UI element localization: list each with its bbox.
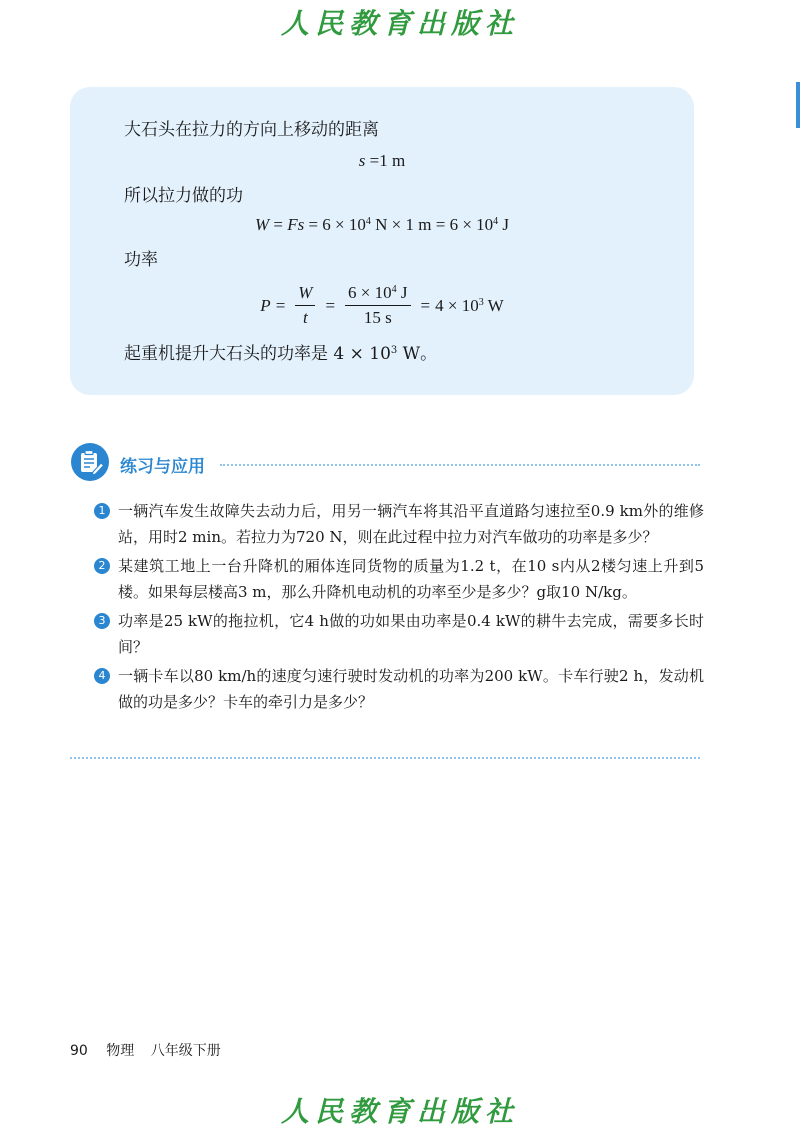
work-formula: $W = Fs = 6 \times 10^4$ N × 1 $m = 6 \times 10^4$ J — [254, 215, 510, 234]
question-number-badge: 3 — [94, 613, 110, 629]
conclusion-line: 起重机提升大石头的功率是 $4 \times 10^3$ W。 — [124, 344, 438, 364]
question-text: 一辆卡车以80 km/h的速度匀速行驶时发动机的功率为200 kW。卡车行驶2 h，发动机做的功是多少？卡车的牵引力是多少？ — [118, 667, 704, 711]
book-subject: 物理 — [106, 1043, 135, 1059]
question-item-4 — [94, 663, 704, 715]
header-dotted-divider — [220, 464, 700, 466]
fraction-values: $\frac{6 \times 10^4 J}{15 s}$ — [345, 283, 410, 328]
exercise-section-header — [70, 440, 700, 486]
question-number-badge: 2 — [94, 558, 110, 574]
question-text: 一辆汽车发生故障失去动力后，用另一辆汽车将其沿平直道路匀速拉至0.9 km外的维修站，用时2 min。若拉力为720 N，则在此过程中拉力对汽车做功的功率是多少？ — [118, 502, 704, 546]
publisher-logo-bottom: 人民教育出版社 — [280, 1095, 519, 1128]
distance-intro: 大石头在拉力的方向上移动的距离 — [124, 120, 379, 140]
power-formula: P = $\frac{W}{t}$ = $\frac{6 \times 10^4 J}{15 s}$ = $4 \times 10^3$ W — [260, 283, 504, 327]
clipboard-pencil-icon — [70, 442, 110, 482]
question-item-3 — [94, 608, 704, 660]
distance-formula: s =1 m — [358, 151, 406, 170]
section-end-dotted-divider — [70, 757, 700, 759]
question-number-badge: 1 — [94, 503, 110, 519]
question-number-badge: 4 — [94, 668, 110, 684]
question-text: 功率是25 kW的拖拉机，它4 h做的功如果由功率是0.4 kW的耕牛去完成，需要多长时间？ — [118, 612, 704, 656]
exercise-title: 练习与应用 — [120, 457, 205, 477]
publisher-logo-top: 人民教育出版社 — [280, 7, 519, 40]
question-list — [94, 498, 704, 718]
page-footer — [70, 1040, 221, 1060]
question-item-1 — [94, 498, 704, 550]
page-number: 90 — [70, 1043, 88, 1059]
book-grade: 八年级下册 — [150, 1043, 221, 1059]
power-intro: 功率 — [124, 250, 158, 270]
edge-tab-marker — [796, 82, 800, 128]
fraction-w-over-t: $\frac{W}{t}$ — [295, 283, 315, 328]
work-intro: 所以拉力做的功 — [124, 186, 243, 206]
question-text: 某建筑工地上一台升降机的厢体连同货物的质量为1.2 t，在10 s内从2楼匀速上升到5楼。如果每层楼高3 m，那么升降机电动机的功率至少是多少？g取10 N/kg。 — [118, 557, 704, 601]
question-item-2 — [94, 553, 704, 605]
example-solution-box — [70, 87, 694, 395]
